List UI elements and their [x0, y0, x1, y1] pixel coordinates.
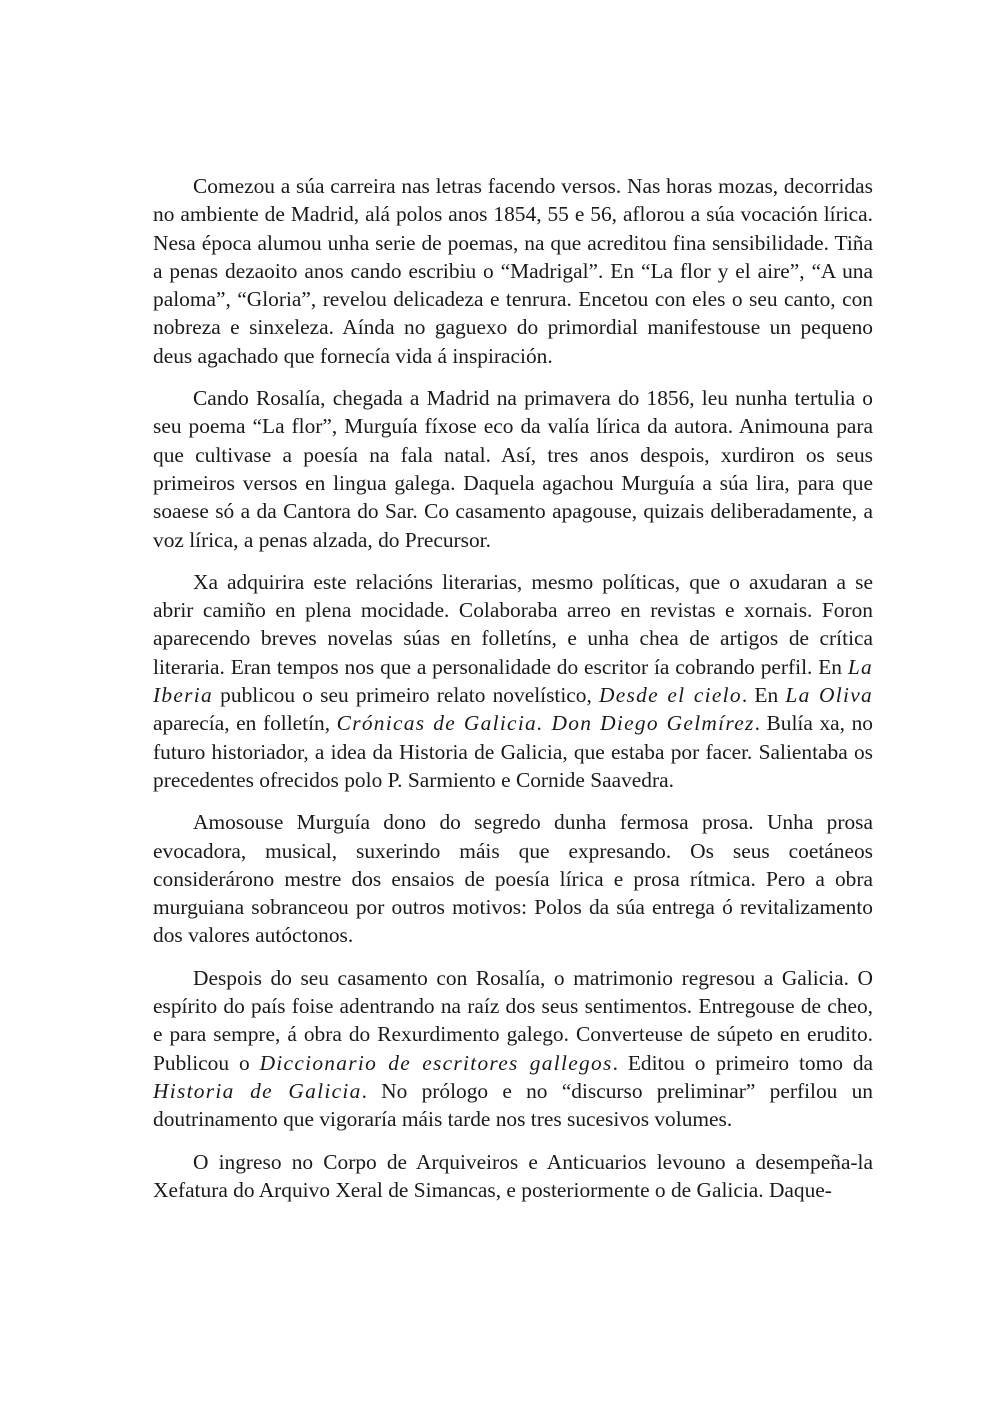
paragraph-text: O ingreso no Corpo de Arquiveiros e Anticuarios levouno a desempeña-la Xefatura do Arquivo Xeral de Simancas, e posteriormente o de Galicia. Daque-: [153, 1149, 873, 1202]
italic-title-diccionario: Diccionario de escritores gallegos: [259, 1050, 613, 1075]
paragraph-1: [153, 172, 873, 370]
italic-title-la-oliva: La Oliva: [785, 683, 873, 708]
paragraph-2: [153, 384, 873, 554]
italic-title-cronicas-de-galicia: Crónicas de Galicia. Don Diego Gelmírez: [336, 711, 755, 736]
body-text: [153, 172, 873, 1204]
italic-title-historia-de-galicia: Historia de Galicia: [153, 1078, 362, 1103]
paragraph-text: . En: [741, 683, 786, 708]
paragraph-text: Amosouse Murguía dono do segredo dunha fermosa prosa. Unha prosa evocadora, musical, suxerindo máis que expresando. Os seus coetáneos considerárono mestre dos ensaios de poesía lírica e prosa rítmica. Pero a obra murguiana sobranceou por outros motivos: Polos da súa entrega ó revitalizamento dos valores autóctonos.: [153, 810, 873, 948]
paragraph-6: [153, 1148, 873, 1205]
italic-title-desde-el-cielo: Desde el cielo: [599, 683, 742, 708]
paragraph-text: Xa adquirira este relacións literarias, mesmo políticas, que o axudaran a se abrir camiño en plena mocidade. Colaboraba arreo en revistas e xornais. Foron aparecendo breves novelas súas en folletíns, e unha chea de artigos de crítica literaria. Eran tempos nos que a personalidade do escritor ía cobrando perfil. En: [153, 569, 873, 679]
paragraph-text: . Editou o primeiro tomo da: [612, 1050, 874, 1075]
italic-title-la-iberia: La Iberia: [153, 654, 873, 708]
paragraph-text: Cando Rosalía, chegada a Madrid na primavera do 1856, leu nunha tertulia o seu poema “La flor”, Murguía fíxose eco da valía lírica da autora. Animouna para que cultivase a poesía na fala natal. Así, tres anos despois, xurdiron os seus primeiros versos en lingua galega. Daquela agachou Murguía a súa lira, para que soaese só a da Cantora do Sar. Co casamento apagouse, quizais deliberadamente, a voz lírica, a penas alzada, do Precursor.: [153, 386, 873, 552]
paragraph-text: publicou o seu primeiro relato novelístico,: [212, 683, 600, 708]
paragraph-text: Comezou a súa carreira nas letras facendo versos. Nas horas mozas, decorridas no ambiente de Madrid, alá polos anos 1854, 55 e 56, aflorou a súa vocación lírica. Nesa época alumou unha serie de poemas, na que acreditou fina sensibilidade. Tiña a penas dezaoito anos cando escribiu o “Madrigal”. En “La flor y el aire”, “A una paloma”, “Gloria”, revelou delicadeza e tenrura. Encetou con eles o seu canto, con nobreza e sinxeleza. Aínda no gaguexo do primordial manifestouse un pequeno deus agachado que fornecía vida á inspiración.: [153, 174, 873, 368]
paragraph-text: aparecía, en folletín,: [153, 711, 337, 736]
paragraph-4: [153, 808, 873, 949]
paragraph-5: [153, 964, 873, 1134]
paragraph-3: [153, 568, 873, 794]
paragraph-text: . Bulía xa, no futuro historiador, a idea da Historia de Galicia, que estaba por facer. Salientaba os precedentes ofrecidos polo P. Sarmiento e Cornide Saavedra.: [153, 711, 873, 792]
paragraph-text: Despois do seu casamento con Rosalía, o matrimonio regresou a Galicia. O espírito do país foise adentrando na raíz dos seus sentimentos. Entregouse de cheo, e para sempre, á obra do Rexurdimento galego. Converteuse de súpeto en erudito. Publicou o: [153, 965, 873, 1075]
paragraph-text: . No prólogo e no “discurso preliminar” perfilou un doutrinamento que vigoraría máis tarde nos tres sucesivos volumes.: [153, 1078, 873, 1132]
